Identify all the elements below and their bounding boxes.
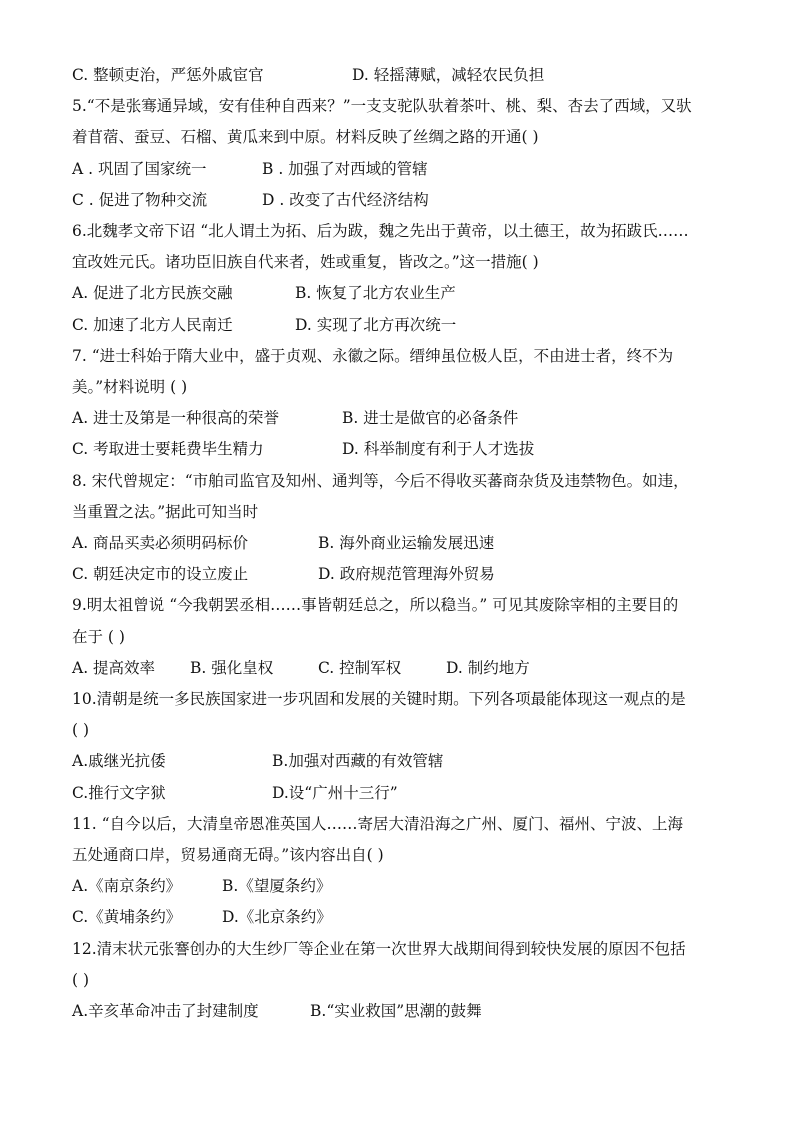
question-text-line: 美。”材料说明 ( ) [72,378,188,396]
question-text-line: 着苜蓿、蚕豆、石榴、黄瓜来到中原。材料反映了丝绸之路的开通( ) [72,128,539,147]
answer-options-row [72,65,732,85]
answer-options-row [72,283,732,303]
answer-option: D. 科举制度有利于人才选拔 [342,440,535,459]
answer-option: A. 商品买卖必须明码标价 [72,534,249,552]
question-text-line: ( ) [72,721,90,740]
answer-option: D . 改变了古代经济结构 [262,190,429,209]
answer-option: B.“实业救国”思潮的鼓舞 [310,1002,482,1020]
answer-options-row [72,315,732,335]
answer-option: C . 促进了物种交流 [72,190,208,209]
question-text-line: 9.明太祖曾说 “今我朝罢丞相……事皆朝廷总之，所以稳当。” 可见其废除宰相的主要目的 [72,596,679,615]
answer-options-row [72,751,732,771]
answer-options-row [72,408,732,428]
answer-options-row [72,564,732,584]
question-text-line: 10.清朝是统一多民族国家进一步巩固和发展的关键时期。下列各项最能体现这一观点的是 [72,690,686,708]
question-text-line: 在于 ( ) [72,627,125,646]
answer-option: A.辛亥革命冲击了封建制度 [72,1002,259,1020]
answer-option: C. 控制军权 [318,658,402,677]
question-text-line: 8. 宋代曾规定：“市舶司监官及知州、通判等，今后不得收买蕃商杂货及违禁物色。如违， [72,471,689,490]
answer-options-row [72,658,732,678]
answer-options-row [72,159,732,179]
answer-options-row [72,533,732,553]
answer-option: B . 加强了对西域的管辖 [262,159,428,178]
answer-option: B. 恢复了北方农业生产 [295,284,456,303]
answer-option: A. 提高效率 [72,658,156,677]
answer-option: D. 轻摇薄赋，减轻农民负担 [352,66,545,84]
answer-options-row [72,907,732,927]
question-text-line: 当重置之法。”据此可知当时 [72,502,259,521]
question-text-line: 五处通商口岸，贸易通商无碍。”该内容出自( ) [72,846,384,864]
answer-option: B. 进士是做官的必备条件 [342,409,519,428]
answer-options-row [72,783,732,803]
answer-option: C. 加速了北方人民南迁 [72,315,233,334]
question-text-line: 12.清末状元张謇创办的大生纱厂等企业在第一次世界大战期间得到较快发展的原因不包括 [72,939,686,958]
answer-option: C. 朝廷决定市的设立废止 [72,565,249,584]
question-text-line: 6.北魏孝文帝下诏 “北人谓土为拓、后为跋，魏之先出于黄帝，以土德王，故为拓跋氏…… [72,222,689,240]
answer-option: C. 整顿吏治，严惩外戚宦官 [72,66,264,84]
answer-option: A.戚继光抗倭 [72,752,166,771]
answer-option: A. 进士及第是一种很高的荣誉 [72,409,280,428]
question-text-line: ( ) [72,970,90,989]
answer-option: C.推行文字狱 [72,783,166,802]
answer-option: D. 政府规范管理海外贸易 [318,565,495,584]
answer-option: A. 促进了北方民族交融 [72,284,233,303]
answer-option: B. 海外商业运输发展迅速 [318,534,495,552]
question-text-line: 7. “进士科始于隋大业中，盛于贞观、永徽之际。缙绅虽位极人臣，不由进士者，终不为 [72,346,674,365]
answer-option: D.《北京条约》 [222,908,332,927]
answer-options-row [72,439,732,459]
answer-option: C.《黄埔条约》 [72,908,182,927]
question-text-line: 11. “自今以后，大清皇帝恩准英国人……寄居大清沿海之广州、厦门、福州、宁波、上海 [72,814,684,833]
answer-option: B.加强对西藏的有效管辖 [272,752,444,771]
answer-option: A . 巩固了国家统一 [72,159,207,178]
answer-option: D. 制约地方 [446,658,530,677]
answer-option: C. 考取进士要耗费毕生精力 [72,440,264,459]
answer-options-row [72,190,732,210]
answer-option: B.《望厦条约》 [222,877,332,896]
answer-options-row [72,1001,732,1021]
answer-option: B. 强化皇权 [190,658,274,677]
answer-option: D. 实现了北方再次统一 [295,315,457,334]
answer-option: A.《南京条约》 [72,877,182,896]
question-text-line: 5.“不是张骞通异域，安有佳种自西来？”一支支驼队驮着茶叶、桃、梨、杏去了西域，又驮 [72,97,692,116]
question-text-line: 宜改姓元氏。诸功臣旧族自代来者，姓或重复，皆改之。”这一措施( ) [72,253,539,272]
answer-option: D.设“广州十三行” [272,783,398,802]
answer-options-row [72,876,732,896]
